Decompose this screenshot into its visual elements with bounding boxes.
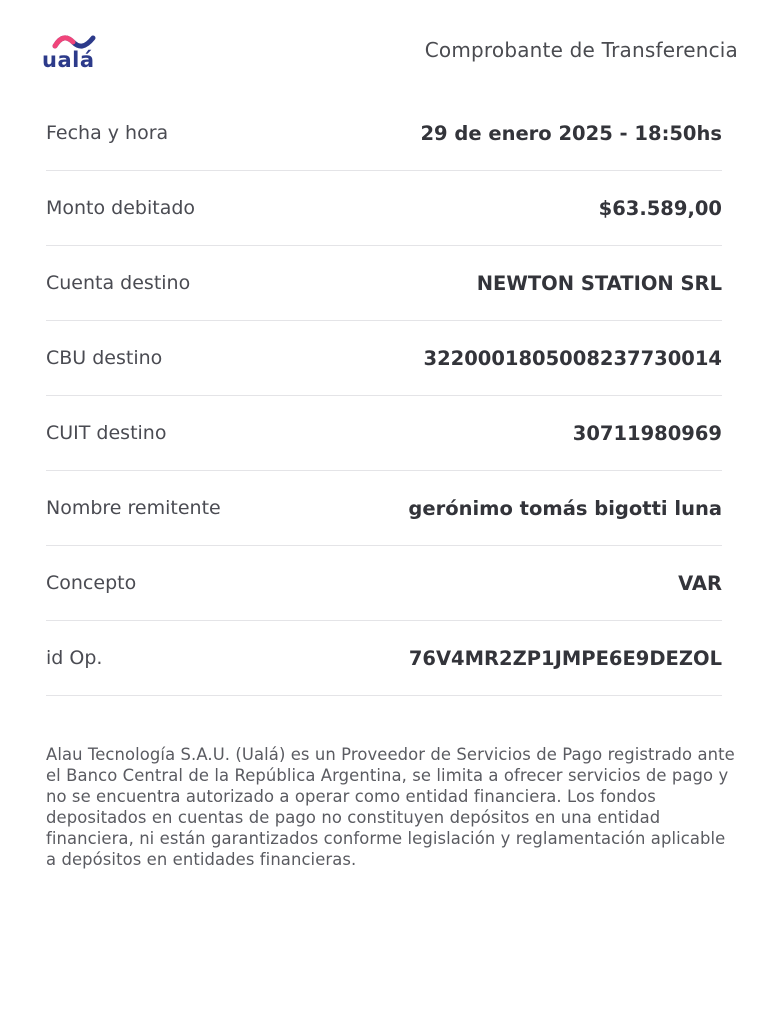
detail-row-remitente (46, 471, 722, 546)
detail-value: gerónimo tomás bigotti luna (408, 496, 722, 520)
detail-value: 29 de enero 2025 - 18:50hs (420, 121, 722, 145)
detail-label: Concepto (46, 572, 137, 594)
uala-logo (42, 34, 106, 74)
detail-value: 30711980969 (572, 421, 722, 445)
detail-label: Monto debitado (46, 197, 196, 219)
detail-row-cuenta (46, 246, 722, 321)
detail-label: Fecha y hora (46, 122, 169, 144)
detail-row-cbu (46, 321, 722, 396)
logo-text: ualá (42, 48, 95, 72)
detail-row-fecha (46, 96, 722, 171)
detail-label: CUIT destino (46, 422, 167, 444)
detail-label: Cuenta destino (46, 272, 191, 294)
receipt-header (0, 0, 768, 90)
detail-label: CBU destino (46, 347, 163, 369)
detail-value: VAR (678, 571, 722, 595)
document-title: Comprobante de Transferencia (424, 38, 738, 62)
detail-value: 3220001805008237730014 (423, 346, 722, 370)
detail-row-cuit (46, 396, 722, 471)
detail-row-concepto (46, 546, 722, 621)
detail-value: NEWTON STATION SRL (476, 271, 722, 295)
detail-label: Nombre remitente (46, 497, 221, 519)
detail-row-id-op (46, 621, 722, 696)
detail-row-monto (46, 171, 722, 246)
detail-value: 76V4MR2ZP1JMPE6E9DEZOL (408, 646, 722, 670)
detail-value: $63.589,00 (598, 196, 722, 220)
legal-disclaimer: Alau Tecnología S.A.U. (Ualá) es un Proveedor de Servicios de Pago registrado ante el Banco Central de la República Argentina, se limita a ofrecer servicios de pago y no se encuentra autorizado a operar como entidad financiera. Los fondos depositados en cuentas de pago no constituyen depósitos en una entidad financiera, ni están garantizados conforme legislación y reglamentación aplicable a depósitos en entidades financieras. (46, 745, 735, 869)
detail-label: id Op. (46, 647, 103, 669)
transfer-details (46, 96, 722, 696)
